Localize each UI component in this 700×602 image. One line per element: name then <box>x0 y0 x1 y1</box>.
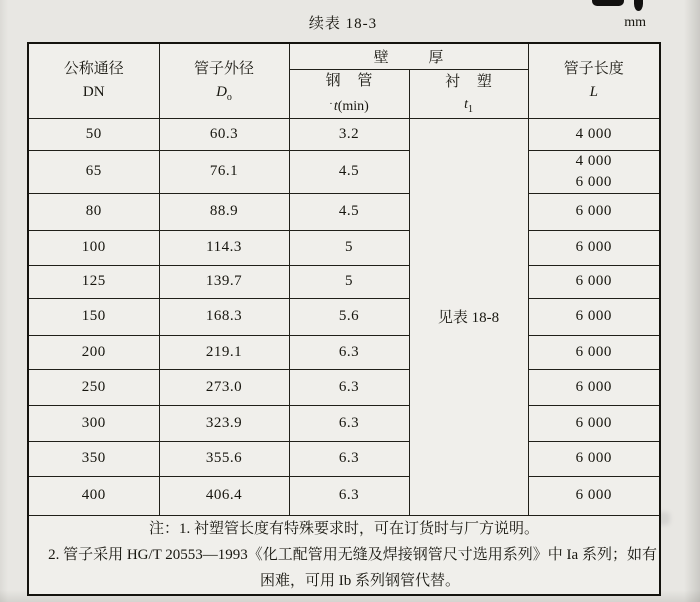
table-row-dn300 <box>28 405 660 441</box>
pipe-dimensions-table <box>27 42 661 596</box>
cell-t: 5 <box>289 230 409 265</box>
table-row-dn150 <box>28 298 660 335</box>
cell-od: 219.1 <box>159 335 289 369</box>
cell-od: 88.9 <box>159 193 289 230</box>
header-pipe-length-symbol: L <box>589 83 598 100</box>
header-outer-diameter-symbol: $D_o$ <box>216 83 232 103</box>
cell-length: 6 000 <box>528 335 660 369</box>
header-outer-diameter-label: 管子外径 <box>193 60 254 77</box>
header-steel-pipe-symbol: ·t(min) <box>329 97 369 114</box>
cell-length: 6 000 <box>528 369 660 405</box>
page-edge-shading-left <box>0 0 8 602</box>
cell-length: 6 000 <box>528 476 660 515</box>
cell-od: 273.0 <box>159 369 289 405</box>
cell-length <box>528 150 660 193</box>
cell-dn: 150 <box>28 298 159 335</box>
cell-length: 6 000 <box>528 298 660 335</box>
cell-t: 4.5 <box>289 150 409 193</box>
header-row-1 <box>28 43 660 69</box>
cell-t: 5 <box>289 265 409 298</box>
header-wall-thickness: 壁 厚 <box>289 43 528 69</box>
cell-t: 3.2 <box>289 118 409 150</box>
table-title: 续表 18-3 <box>308 16 378 32</box>
cell-t: 6.3 <box>289 441 409 476</box>
cell-dn: 65 <box>28 150 159 193</box>
cell-dn: 125 <box>28 265 159 298</box>
table-row-dn80 <box>28 193 660 230</box>
cell-dn: 100 <box>28 230 159 265</box>
note-line-1 <box>29 516 659 542</box>
header-steel-pipe <box>289 69 409 118</box>
header-outer-diameter <box>159 43 289 118</box>
note-line-2: 2. 管子采用 HG/T 20553—1993《化工配管用无缝及焊接钢管尺寸选用系列》中 Ia 系列；如有 <box>48 546 657 563</box>
cell-dn: 200 <box>28 335 159 369</box>
table-row-dn100 <box>28 230 660 265</box>
cell-lining-merged: 见表 18-8 <box>409 118 528 515</box>
cell-length-line2: 6 000 <box>575 173 612 190</box>
cell-od: 323.9 <box>159 405 289 441</box>
cell-length: 4 000 <box>528 118 660 150</box>
table-row-dn350 <box>28 441 660 476</box>
header-plastic-lining-label: 衬 塑 <box>445 74 492 90</box>
cell-length: 6 000 <box>528 265 660 298</box>
table-row-dn125 <box>28 265 660 298</box>
header-plastic-lining-symbol: $t_1$ <box>464 97 473 115</box>
header-nominal-diameter-label: 公称通径 <box>63 60 124 77</box>
cell-dn: 80 <box>28 193 159 230</box>
cell-t: 6.3 <box>289 476 409 515</box>
ink-blob-artifact <box>592 0 624 6</box>
cell-od: 406.4 <box>159 476 289 515</box>
header-steel-pipe-label: 钢 管 <box>325 72 373 89</box>
note-1-text: 1. 衬塑管长度有特殊要求时，可在订货时与厂方说明。 <box>179 520 540 537</box>
cell-length: 6 000 <box>528 193 660 230</box>
cell-od: 114.3 <box>159 230 289 265</box>
cell-length: 6 000 <box>528 230 660 265</box>
cell-od: 168.3 <box>159 298 289 335</box>
cell-t: 6.3 <box>289 335 409 369</box>
table-row-dn400 <box>28 476 660 515</box>
cell-length-line1: 4 000 <box>575 152 612 169</box>
header-pipe-length <box>528 43 660 118</box>
cell-t: 4.5 <box>289 193 409 230</box>
cell-length: 6 000 <box>528 405 660 441</box>
unit-label: mm <box>624 15 646 30</box>
cell-od: 76.1 <box>159 150 289 193</box>
cell-t: 6.3 <box>289 405 409 441</box>
header-pipe-length-label: 管子长度 <box>563 60 624 77</box>
table-row-dn200 <box>28 335 660 369</box>
cell-od: 60.3 <box>159 118 289 150</box>
notes-cell <box>28 515 660 595</box>
note-line-3: 困难，可用 Ib 系列钢管代替。 <box>260 572 460 589</box>
cell-dn: 400 <box>28 476 159 515</box>
cell-od: 139.7 <box>159 265 289 298</box>
header-nominal-diameter-symbol: DN <box>82 83 105 100</box>
notes-row <box>28 515 660 595</box>
cell-dn: 350 <box>28 441 159 476</box>
header-plastic-lining <box>409 69 528 118</box>
cell-dn: 300 <box>28 405 159 441</box>
table-row-dn65 <box>28 150 660 193</box>
cell-t: 6.3 <box>289 369 409 405</box>
ink-blob-artifact <box>634 0 643 11</box>
cell-dn: 50 <box>28 118 159 150</box>
cell-t: 5.6 <box>289 298 409 335</box>
table-row-dn50 <box>28 118 660 150</box>
notes-label: 注： <box>148 520 179 537</box>
cell-dn: 250 <box>28 369 159 405</box>
table-row-dn250 <box>28 369 660 405</box>
header-nominal-diameter <box>28 43 159 118</box>
cell-od: 355.6 <box>159 441 289 476</box>
page-edge-shading-right <box>684 0 700 602</box>
cell-length: 6 000 <box>528 441 660 476</box>
